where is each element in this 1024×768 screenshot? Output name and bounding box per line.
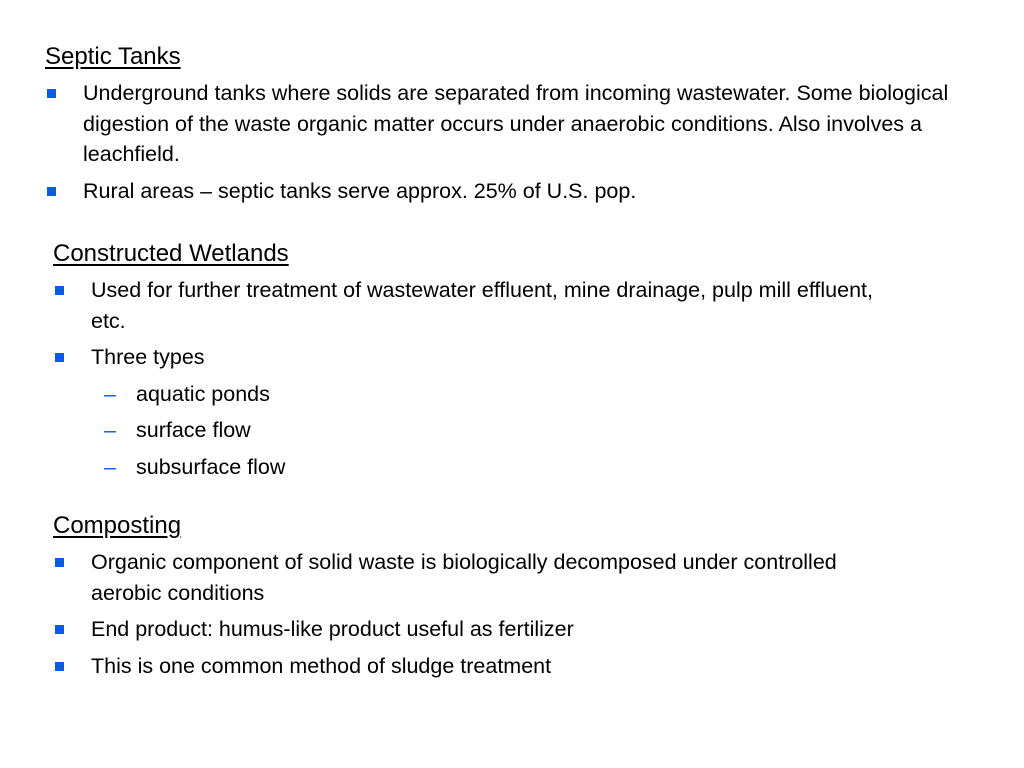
list-item [53, 547, 891, 608]
bullet-text: End product: humus-like product useful as fertilizer [91, 617, 574, 641]
section-constructed-wetlands [53, 239, 953, 488]
bullet-text: Organic component of solid waste is biologically decomposed under controlled aerobic conditions [91, 550, 837, 605]
bullet-list [53, 275, 953, 482]
bullet-list [53, 547, 953, 681]
heading-composting: Composting [53, 512, 182, 539]
square-bullet-icon [47, 187, 56, 196]
sub-list-item [91, 452, 953, 483]
dash-bullet-icon: – [104, 454, 116, 479]
bullet-text: Underground tanks where solids are separated from incoming wastewater. Some biological digestion of the waste organic matter occurs under anaerobic conditions. Also involves a leachfield. [83, 81, 949, 166]
square-bullet-icon [55, 558, 64, 567]
square-bullet-icon [55, 353, 64, 362]
square-bullet-icon [55, 662, 64, 671]
list-item [53, 275, 901, 336]
dash-bullet-icon: – [104, 381, 116, 406]
sub-list-item [91, 379, 953, 410]
sub-bullet-text: aquatic ponds [136, 381, 270, 406]
bullet-text: Used for further treatment of wastewater effluent, mine drainage, pulp mill effluent, etc. [91, 278, 873, 333]
sub-bullet-list [91, 379, 953, 483]
sub-bullet-text: surface flow [136, 418, 251, 442]
bullet-text: Three types [91, 345, 205, 369]
heading-septic-tanks: Septic Tanks [45, 43, 181, 70]
list-item [53, 342, 953, 482]
list-item [45, 78, 983, 170]
bullet-text: This is one common method of sludge treatment [91, 653, 552, 678]
square-bullet-icon [55, 625, 64, 634]
list-item [53, 614, 953, 645]
list-item [45, 176, 1005, 207]
bullet-list [45, 78, 1005, 206]
square-bullet-icon [55, 286, 64, 295]
section-septic-tanks [45, 42, 1005, 212]
heading-constructed-wetlands: Constructed Wetlands [53, 240, 289, 267]
bullet-text: Rural areas – septic tanks serve approx. 25% of U.S. pop. [83, 178, 637, 203]
square-bullet-icon [47, 89, 56, 98]
dash-bullet-icon: – [104, 418, 116, 442]
sub-list-item [91, 415, 953, 446]
list-item [53, 651, 953, 682]
sub-bullet-text: subsurface flow [136, 454, 286, 479]
section-composting [53, 511, 953, 687]
